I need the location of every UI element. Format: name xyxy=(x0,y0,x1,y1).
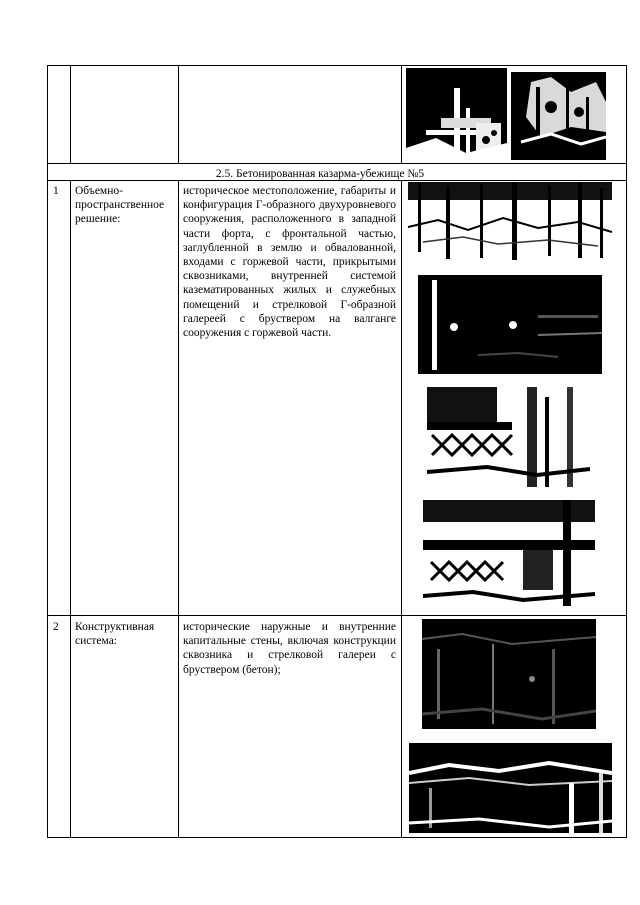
table-col-divider-2 xyxy=(178,65,179,163)
table-col-divider-3b xyxy=(401,180,402,838)
table-col-divider-2b xyxy=(178,180,179,838)
row-name-line: пространственное xyxy=(75,199,165,212)
gallery-photo-icon xyxy=(423,500,595,606)
row-name xyxy=(75,620,177,648)
row-name-line: решение: xyxy=(75,213,121,226)
section-top-rule xyxy=(47,163,627,164)
row-name-line: Объемно- xyxy=(75,185,123,197)
row-number: 2 xyxy=(53,621,59,633)
dark-wall-photo-icon xyxy=(422,619,596,729)
row-name-line: Конструктивная xyxy=(75,621,155,633)
row-description: исторические наружные и внутренние капитальные стены, включая конструкции сквозника и стрелковой галереи с бруствером (бетон); xyxy=(183,621,396,676)
row-divider xyxy=(47,615,627,616)
table-bottom-border xyxy=(47,837,627,838)
table-col-divider-1b xyxy=(70,180,71,838)
forest-ruin-photo-icon xyxy=(511,72,606,160)
forest-ruin-photo-icon xyxy=(408,182,612,262)
row-number: 1 xyxy=(53,185,59,197)
row-description: историческое местоположение, габариты и конфигурация Г-образного двухуровневого сооружения, расположенного в западной части форта, с фронтальной частью, заглубленной в землю и обвалованной, входами с горжевой части, прикрытыми сквозниками, внутренней системой казематированных жилых и служебных помещений и стрелковой Г-образной галереей с бруствером на валганге сооружения с горжевой части. xyxy=(183,185,396,340)
row-name xyxy=(75,184,177,227)
dark-interior-photo-icon xyxy=(418,275,602,374)
table-col-divider-1 xyxy=(70,65,71,163)
wall-photo-icon xyxy=(427,387,590,487)
embankment-photo-icon xyxy=(409,743,612,833)
section-title: 2.5. Бетонированная казарма-убежище №5 xyxy=(215,168,425,180)
table-top-border xyxy=(47,65,627,66)
table-col-divider-3 xyxy=(401,65,402,163)
ruin-photo-icon xyxy=(406,68,507,158)
row-name-line: система: xyxy=(75,635,117,648)
